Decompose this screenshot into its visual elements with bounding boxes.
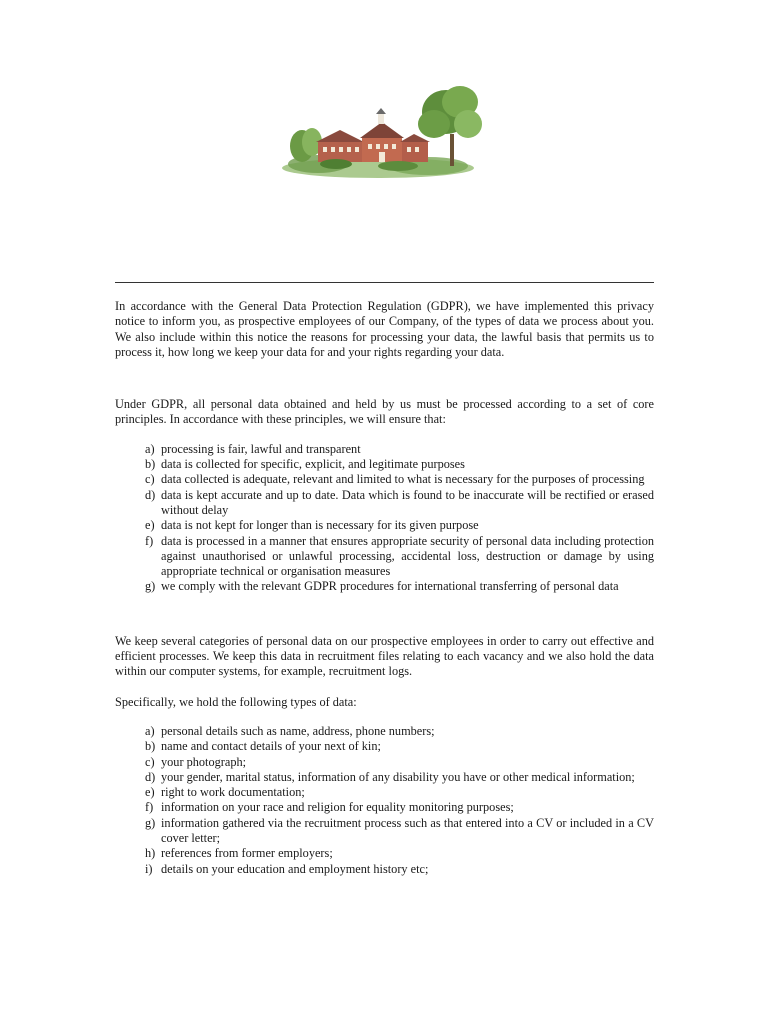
list-marker: c) [145, 754, 155, 769]
list-marker: e) [145, 785, 155, 800]
list-item [145, 770, 654, 785]
list-item [145, 724, 654, 739]
categories-paragraph: We keep several categories of personal data on our prospective employees in order to carry out effective and efficient processes. We keep this data in recruitment files relating to each vacancy and we also hold the data within our computer systems, for example, recruitment logs. [115, 633, 654, 679]
list-item-text: data collected is adequate, relevant and limited to what is necessary for the purposes of processing [161, 472, 645, 487]
list-item [145, 800, 654, 815]
principles-paragraph: Under GDPR, all personal data obtained and held by us must be processed according to a set of core principles. In accordance with these principles, we will ensure that: [115, 397, 654, 427]
list-marker: d) [145, 487, 156, 502]
horizontal-rule [115, 282, 654, 283]
list-item-text: processing is fair, lawful and transparent [161, 441, 361, 456]
specifically-paragraph: Specifically, we hold the following types of data: [115, 694, 357, 709]
list-item [145, 457, 654, 472]
list-item [145, 472, 654, 487]
list-item-text: name and contact details of your next of kin; [161, 739, 381, 754]
list-marker: c) [145, 472, 155, 487]
list-item-text: personal details such as name, address, phone numbers; [161, 723, 435, 738]
list-marker: g) [145, 579, 156, 594]
list-item [145, 846, 654, 861]
list-marker: d) [145, 769, 156, 784]
list-marker: e) [145, 518, 155, 533]
list-item-text: your photograph; [161, 754, 247, 769]
list-item-text: references from former employers; [161, 846, 333, 861]
list-item-text: data is processed in a manner that ensures appropriate security of personal data including protection against unauthorised or unlawful processing, accidental loss, destruction or damage by using appropriate technical or organisation measures [161, 533, 654, 579]
intro-paragraph: In accordance with the General Data Protection Regulation (GDPR), we have implemented this privacy notice to inform you, as prospective employees of our Company, of the types of data we process about you. We also include within this notice the reasons for processing your data, the lawful basis that permits us to process it, how long we keep your data for and your rights regarding your data. [115, 299, 654, 359]
list-item [145, 442, 654, 457]
list-item [145, 518, 654, 533]
list-item [145, 785, 654, 800]
list-item-text: your gender, marital status, information of any disability you have or other medical information; [161, 769, 635, 784]
list-item-text: we comply with the relevant GDPR procedures for international transferring of personal data [161, 579, 619, 594]
list-marker: g) [145, 815, 156, 830]
list-marker: f) [145, 533, 154, 548]
list-item-text: data is not kept for longer than is necessary for its given purpose [161, 518, 479, 533]
principles-list [115, 442, 654, 595]
list-marker: b) [145, 739, 156, 754]
document-body [115, 299, 654, 877]
list-marker: b) [145, 457, 156, 472]
building-illustration [278, 84, 486, 180]
list-marker: i) [145, 861, 153, 876]
list-item-text: data is kept accurate and up to date. Data which is found to be inaccurate will be rectified or erased without delay [161, 487, 654, 517]
list-item [145, 755, 654, 770]
list-item-text: information on your race and religion for equality monitoring purposes; [161, 800, 514, 815]
list-item [145, 534, 654, 580]
list-item [145, 579, 654, 594]
list-marker: f) [145, 800, 154, 815]
list-item-text: right to work documentation; [161, 785, 305, 800]
data-types-list [115, 724, 654, 877]
list-item-text: information gathered via the recruitment process such as that entered into a CV or included in a CV cover letter; [161, 815, 654, 846]
list-item [145, 739, 654, 754]
list-marker: a) [145, 441, 155, 456]
list-item [145, 488, 654, 519]
list-marker: a) [145, 723, 155, 738]
list-item [145, 816, 654, 847]
list-item-text: details on your education and employment history etc; [161, 861, 429, 876]
list-marker: h) [145, 846, 156, 861]
list-item [145, 862, 654, 877]
list-item-text: data is collected for specific, explicit, and legitimate purposes [161, 457, 465, 472]
